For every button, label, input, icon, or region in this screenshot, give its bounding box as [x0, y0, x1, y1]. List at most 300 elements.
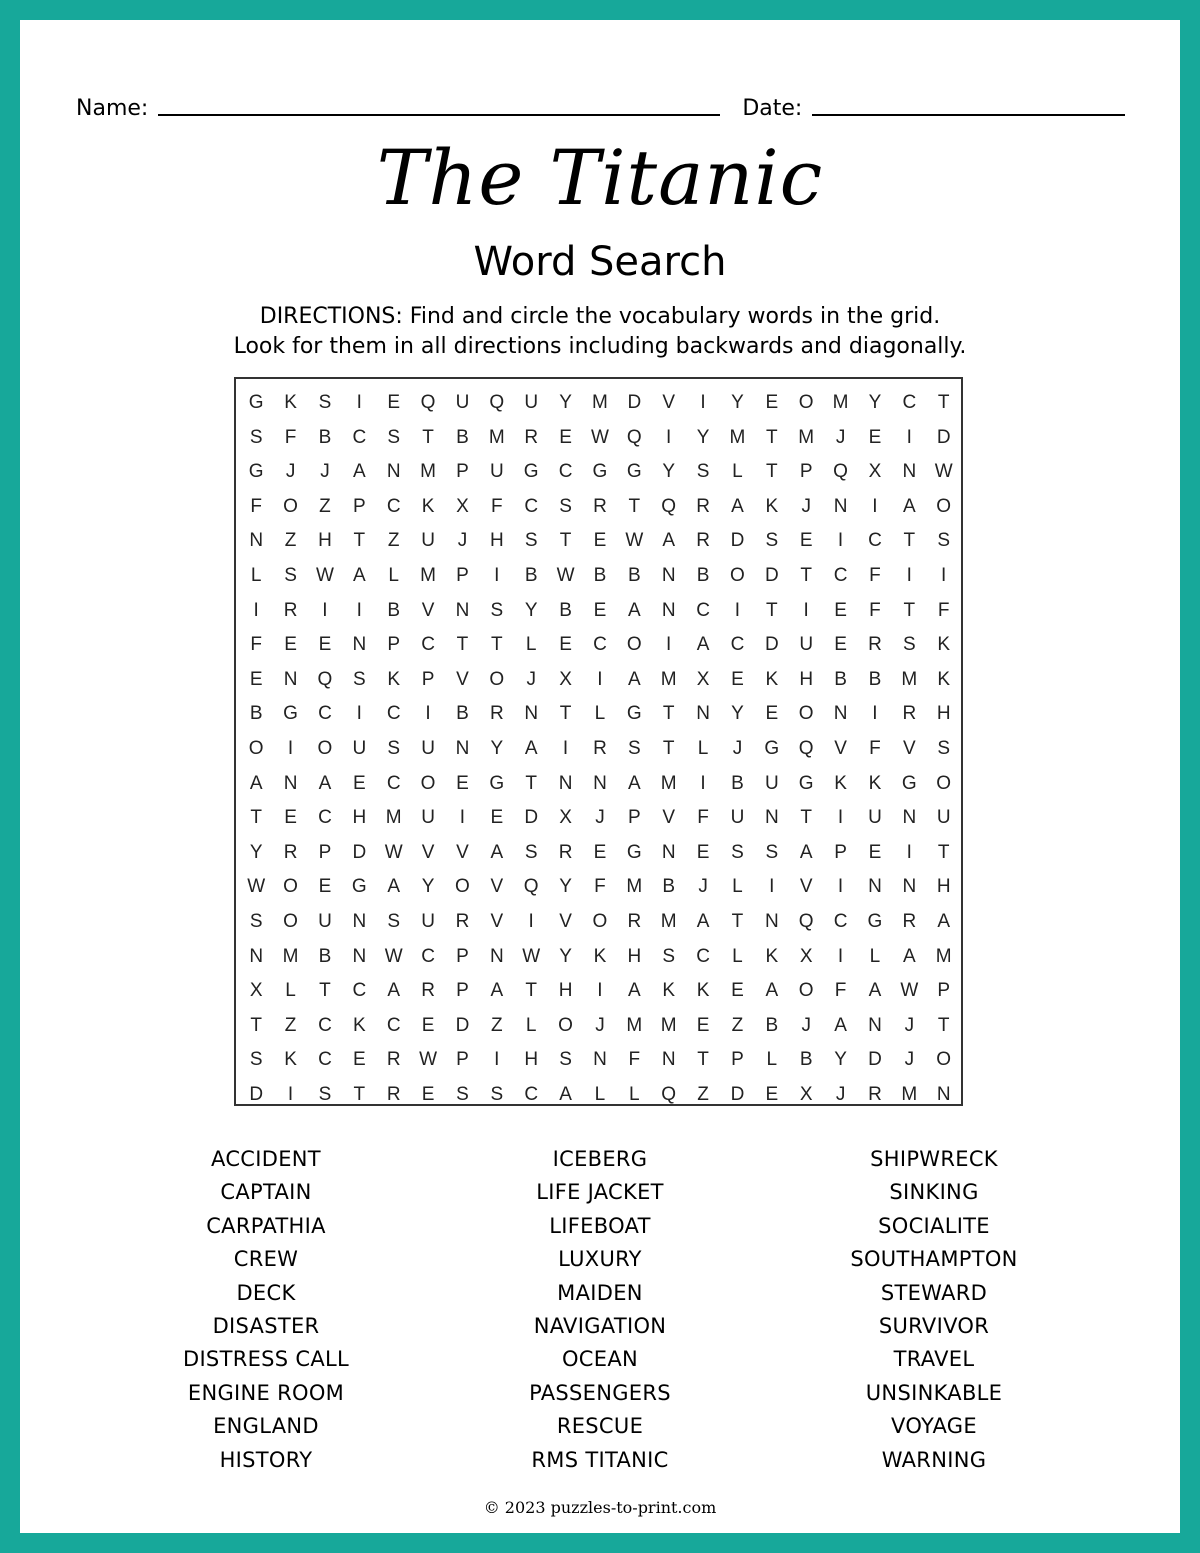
grid-cell[interactable]: D	[730, 1083, 745, 1105]
grid-cell[interactable]: S	[249, 910, 263, 932]
grid-cell[interactable]: P	[456, 980, 469, 1002]
grid-cell[interactable]: Q	[420, 392, 436, 413]
grid-cell[interactable]: W	[625, 530, 644, 552]
grid-cell[interactable]: U	[524, 392, 539, 413]
grid-cell[interactable]: A	[627, 599, 641, 621]
grid-cell[interactable]: R	[455, 910, 470, 932]
grid-cell[interactable]: F	[697, 807, 709, 829]
grid-cell[interactable]: B	[868, 668, 882, 690]
grid-cell[interactable]: C	[386, 1014, 401, 1036]
grid-cell[interactable]: A	[524, 737, 538, 759]
grid-cell[interactable]: R	[421, 980, 435, 1002]
grid-cell[interactable]: I	[837, 945, 844, 967]
grid-cell[interactable]: V	[799, 876, 813, 898]
grid-cell[interactable]: B	[765, 1014, 779, 1036]
grid-cell[interactable]: V	[662, 392, 676, 413]
grid-cell[interactable]: Q	[661, 495, 677, 517]
grid-cell[interactable]: A	[249, 772, 263, 794]
grid-cell[interactable]: M	[488, 426, 505, 448]
grid-cell[interactable]: F	[869, 737, 881, 759]
grid-cell[interactable]: E	[284, 634, 297, 656]
grid-cell[interactable]: E	[799, 530, 813, 552]
grid-cell[interactable]: M	[660, 668, 677, 690]
grid-cell[interactable]: I	[597, 668, 603, 690]
grid-cell[interactable]: E	[318, 876, 332, 898]
grid-cell[interactable]: T	[800, 807, 812, 829]
grid-cell[interactable]: B	[387, 599, 401, 621]
grid-cell[interactable]: Z	[319, 495, 331, 517]
grid-cell[interactable]: H	[627, 945, 642, 967]
grid-cell[interactable]: I	[356, 703, 362, 725]
grid-cell[interactable]: U	[730, 807, 745, 829]
grid-cell[interactable]: S	[387, 426, 401, 448]
grid-cell[interactable]: K	[387, 668, 401, 690]
grid-cell[interactable]: D	[627, 392, 642, 413]
grid-cell[interactable]: I	[906, 564, 912, 586]
grid-cell[interactable]: O	[455, 876, 470, 898]
grid-cell[interactable]: R	[593, 737, 607, 759]
grid-cell[interactable]: W	[934, 461, 953, 483]
grid-cell[interactable]: O	[936, 772, 952, 794]
grid-cell[interactable]: T	[937, 1014, 950, 1036]
grid-cell[interactable]: R	[524, 426, 539, 448]
grid-cell[interactable]: C	[386, 772, 401, 794]
grid-cell[interactable]: N	[661, 599, 676, 621]
grid-cell[interactable]: Y	[490, 737, 504, 759]
grid-cell[interactable]: K	[937, 634, 951, 656]
grid-cell[interactable]: E	[765, 703, 779, 725]
grid-cell[interactable]: I	[287, 1083, 294, 1105]
grid-cell[interactable]: I	[287, 737, 294, 759]
grid-cell[interactable]: Y	[559, 392, 572, 413]
grid-cell[interactable]: O	[283, 910, 298, 932]
grid-cell[interactable]: T	[456, 634, 469, 656]
grid-cell[interactable]: I	[356, 392, 362, 413]
grid-cell[interactable]: N	[489, 945, 504, 967]
grid-cell[interactable]: N	[868, 1014, 882, 1036]
grid-cell[interactable]: M	[660, 1014, 677, 1036]
grid-cell[interactable]: Z	[284, 1014, 297, 1036]
grid-cell[interactable]: P	[456, 461, 469, 483]
grid-cell[interactable]: K	[696, 980, 710, 1002]
grid-cell[interactable]: A	[902, 495, 916, 517]
grid-cell[interactable]: N	[868, 876, 882, 898]
grid-cell[interactable]: N	[352, 634, 367, 656]
grid-cell[interactable]: S	[765, 530, 779, 552]
grid-cell[interactable]: T	[766, 461, 778, 483]
grid-cell[interactable]: I	[253, 599, 259, 621]
grid-cell[interactable]: P	[456, 945, 469, 967]
grid-cell[interactable]: L	[250, 564, 262, 586]
grid-cell[interactable]: P	[731, 1049, 744, 1071]
grid-cell[interactable]: I	[459, 807, 466, 829]
grid-cell[interactable]: O	[626, 634, 642, 656]
grid-cell[interactable]: G	[351, 876, 367, 898]
grid-cell[interactable]: Z	[387, 530, 400, 552]
grid-cell[interactable]: P	[352, 495, 366, 517]
grid-cell[interactable]: N	[593, 1049, 607, 1071]
grid-cell[interactable]: S	[456, 1083, 469, 1105]
grid-cell[interactable]: H	[524, 1049, 539, 1071]
grid-cell[interactable]: P	[318, 841, 332, 863]
grid-cell[interactable]: R	[386, 1049, 401, 1071]
grid-cell[interactable]: U	[352, 737, 367, 759]
grid-cell[interactable]: S	[937, 530, 951, 552]
grid-cell[interactable]: L	[732, 461, 743, 483]
grid-cell[interactable]: D	[524, 807, 539, 829]
grid-cell[interactable]: C	[833, 910, 848, 932]
grid-cell[interactable]: A	[902, 945, 916, 967]
grid-cell[interactable]: N	[352, 910, 367, 932]
grid-cell[interactable]: K	[765, 945, 779, 967]
grid-cell[interactable]: X	[456, 495, 469, 517]
grid-cell[interactable]: V	[421, 841, 435, 863]
grid-cell[interactable]: R	[283, 841, 298, 863]
grid-cell[interactable]: D	[936, 426, 951, 448]
grid-cell[interactable]: O	[730, 564, 745, 586]
grid-cell[interactable]: T	[250, 807, 262, 829]
grid-cell[interactable]: J	[904, 1049, 915, 1071]
grid-cell[interactable]: M	[626, 1014, 643, 1036]
grid-cell[interactable]: V	[834, 737, 847, 759]
grid-cell[interactable]: B	[524, 564, 538, 586]
grid-cell[interactable]: H	[318, 530, 332, 552]
grid-cell[interactable]: B	[456, 426, 469, 448]
grid-cell[interactable]: L	[285, 980, 296, 1002]
grid-cell[interactable]: V	[559, 910, 572, 932]
grid-cell[interactable]: T	[800, 564, 812, 586]
grid-cell[interactable]: J	[285, 461, 296, 483]
grid-cell[interactable]: J	[526, 668, 536, 690]
grid-cell[interactable]: U	[799, 634, 814, 656]
grid-cell[interactable]: T	[937, 392, 950, 413]
grid-cell[interactable]: G	[901, 772, 917, 794]
grid-cell[interactable]: Y	[731, 703, 744, 725]
grid-cell[interactable]: E	[834, 634, 847, 656]
grid-cell[interactable]: S	[490, 599, 504, 621]
grid-cell[interactable]: D	[352, 841, 367, 863]
grid-cell[interactable]: G	[798, 772, 814, 794]
grid-cell[interactable]: F	[869, 599, 881, 621]
grid-cell[interactable]: I	[837, 807, 844, 829]
grid-cell[interactable]: D	[455, 1014, 470, 1036]
grid-cell[interactable]: E	[421, 1014, 435, 1036]
grid-cell[interactable]: T	[903, 599, 916, 621]
grid-cell[interactable]: Z	[284, 530, 297, 552]
grid-cell[interactable]: R	[283, 599, 298, 621]
grid-cell[interactable]: Q	[798, 737, 814, 759]
grid-cell[interactable]: K	[765, 668, 779, 690]
grid-cell[interactable]: M	[626, 876, 643, 898]
grid-cell[interactable]: E	[834, 599, 847, 621]
grid-cell[interactable]: B	[318, 945, 332, 967]
grid-cell[interactable]: Q	[489, 392, 505, 413]
grid-cell[interactable]: N	[764, 910, 779, 932]
grid-cell[interactable]: J	[457, 530, 468, 552]
grid-cell[interactable]: E	[593, 599, 607, 621]
grid-cell[interactable]: F	[250, 495, 262, 517]
grid-cell[interactable]: L	[869, 945, 881, 967]
grid-cell[interactable]: G	[626, 461, 642, 483]
grid-cell[interactable]: I	[769, 876, 775, 898]
grid-cell[interactable]: T	[662, 703, 675, 725]
grid-cell[interactable]: C	[868, 530, 882, 552]
grid-cell[interactable]: M	[420, 461, 436, 483]
grid-cell[interactable]: I	[356, 599, 362, 621]
grid-cell[interactable]: B	[799, 1049, 813, 1071]
grid-cell[interactable]: U	[421, 530, 435, 552]
grid-cell[interactable]: L	[594, 1083, 606, 1105]
grid-cell[interactable]: C	[318, 807, 332, 829]
grid-cell[interactable]: N	[593, 772, 607, 794]
grid-cell[interactable]: R	[868, 634, 882, 656]
grid-cell[interactable]: Q	[661, 1083, 677, 1105]
grid-cell[interactable]: B	[731, 772, 744, 794]
grid-cell[interactable]: W	[522, 945, 541, 967]
grid-cell[interactable]: A	[490, 841, 504, 863]
grid-cell[interactable]: M	[901, 1083, 918, 1105]
grid-cell[interactable]: W	[900, 980, 919, 1002]
grid-cell[interactable]: W	[419, 1049, 438, 1071]
grid-cell[interactable]: I	[700, 772, 706, 794]
grid-cell[interactable]: O	[489, 668, 505, 690]
grid-cell[interactable]: L	[629, 1083, 640, 1105]
grid-cell[interactable]: F	[491, 495, 503, 517]
grid-cell[interactable]: I	[494, 564, 500, 586]
grid-cell[interactable]: A	[937, 910, 951, 932]
grid-cell[interactable]: G	[248, 392, 264, 413]
grid-cell[interactable]: I	[322, 599, 328, 621]
grid-cell[interactable]: P	[627, 807, 641, 829]
grid-cell[interactable]: E	[456, 772, 469, 794]
grid-cell[interactable]: F	[250, 634, 262, 656]
grid-cell[interactable]: Y	[559, 945, 572, 967]
grid-cell[interactable]: J	[835, 1083, 846, 1105]
grid-cell[interactable]: P	[937, 980, 951, 1002]
grid-cell[interactable]: C	[593, 634, 607, 656]
grid-cell[interactable]: C	[902, 392, 917, 413]
grid-cell[interactable]: M	[385, 807, 402, 829]
grid-cell[interactable]: N	[524, 703, 539, 725]
grid-cell[interactable]: M	[592, 392, 608, 413]
grid-cell[interactable]: C	[318, 703, 332, 725]
grid-cell[interactable]: S	[490, 1083, 504, 1105]
grid-cell[interactable]: T	[353, 530, 366, 552]
grid-cell[interactable]: O	[420, 772, 436, 794]
grid-cell[interactable]: A	[387, 876, 401, 898]
grid-cell[interactable]: Y	[868, 392, 882, 413]
grid-cell[interactable]: S	[765, 841, 779, 863]
grid-cell[interactable]: S	[249, 426, 263, 448]
grid-cell[interactable]: C	[352, 980, 367, 1002]
grid-cell[interactable]: I	[837, 530, 844, 552]
grid-cell[interactable]: R	[696, 530, 710, 552]
grid-cell[interactable]: X	[696, 668, 710, 690]
grid-cell[interactable]: V	[490, 876, 504, 898]
grid-cell[interactable]: U	[764, 772, 779, 794]
grid-cell[interactable]: T	[319, 980, 331, 1002]
grid-cell[interactable]: H	[489, 530, 504, 552]
grid-cell[interactable]: N	[283, 668, 298, 690]
grid-cell[interactable]: P	[421, 668, 435, 690]
grid-cell[interactable]: U	[421, 807, 435, 829]
grid-cell[interactable]: Y	[559, 876, 572, 898]
grid-cell[interactable]: N	[833, 495, 848, 517]
grid-cell[interactable]: X	[868, 461, 882, 483]
grid-cell[interactable]: Z	[731, 1014, 744, 1036]
grid-cell[interactable]: N	[455, 599, 470, 621]
grid-cell[interactable]: E	[765, 392, 779, 413]
grid-cell[interactable]: I	[872, 495, 878, 517]
grid-cell[interactable]: N	[902, 876, 917, 898]
grid-cell[interactable]: G	[523, 461, 539, 483]
grid-cell[interactable]: E	[696, 1014, 710, 1036]
grid-cell[interactable]: U	[868, 807, 882, 829]
grid-cell[interactable]: Q	[798, 910, 814, 932]
grid-cell[interactable]: X	[249, 980, 263, 1002]
grid-cell[interactable]: T	[250, 1014, 262, 1036]
grid-cell[interactable]: A	[696, 910, 710, 932]
grid-cell[interactable]: K	[421, 495, 435, 517]
grid-cell[interactable]: B	[834, 668, 847, 690]
grid-cell[interactable]: O	[283, 876, 298, 898]
grid-cell[interactable]: E	[387, 392, 401, 413]
grid-cell[interactable]: J	[595, 1014, 605, 1036]
grid-cell[interactable]: E	[284, 807, 297, 829]
grid-cell[interactable]: I	[906, 426, 912, 448]
grid-cell[interactable]: C	[318, 1049, 332, 1071]
grid-cell[interactable]: N	[696, 703, 710, 725]
grid-cell[interactable]: A	[799, 841, 813, 863]
grid-cell[interactable]: L	[525, 634, 537, 656]
grid-cell[interactable]: Z	[697, 1083, 709, 1105]
grid-cell[interactable]: A	[662, 530, 676, 552]
grid-cell[interactable]: S	[731, 841, 744, 863]
grid-cell[interactable]: F	[937, 599, 950, 621]
grid-cell[interactable]: Q	[523, 876, 539, 898]
grid-cell[interactable]: O	[592, 910, 608, 932]
grid-cell[interactable]: S	[696, 461, 710, 483]
grid-cell[interactable]: O	[936, 495, 952, 517]
grid-cell[interactable]: K	[662, 980, 676, 1002]
grid-cell[interactable]: S	[318, 392, 332, 413]
grid-cell[interactable]: I	[666, 426, 672, 448]
grid-cell[interactable]: T	[525, 772, 537, 794]
grid-cell[interactable]: H	[558, 980, 573, 1002]
grid-cell[interactable]: K	[284, 392, 297, 413]
grid-cell[interactable]: E	[731, 668, 744, 690]
grid-cell[interactable]: I	[528, 910, 534, 932]
grid-cell[interactable]: I	[803, 599, 809, 621]
grid-cell[interactable]: L	[732, 945, 743, 967]
grid-cell[interactable]: N	[833, 703, 848, 725]
grid-cell[interactable]: O	[248, 737, 264, 759]
grid-cell[interactable]: G	[626, 841, 642, 863]
grid-cell[interactable]: R	[386, 1083, 401, 1105]
letter-grid[interactable]	[234, 377, 963, 1106]
grid-cell[interactable]: I	[597, 980, 603, 1002]
grid-cell[interactable]: O	[798, 703, 814, 725]
grid-cell[interactable]: Y	[524, 599, 538, 621]
grid-cell[interactable]: L	[525, 1014, 537, 1036]
grid-cell[interactable]: M	[798, 426, 815, 448]
grid-cell[interactable]: B	[662, 876, 676, 898]
grid-cell[interactable]: Y	[421, 876, 435, 898]
grid-cell[interactable]: T	[559, 530, 572, 552]
grid-cell[interactable]: H	[352, 807, 367, 829]
grid-cell[interactable]: C	[386, 495, 401, 517]
grid-cell[interactable]: C	[352, 426, 367, 448]
grid-cell[interactable]: I	[734, 599, 741, 621]
grid-cell[interactable]: C	[833, 564, 848, 586]
grid-cell[interactable]: E	[559, 634, 572, 656]
grid-cell[interactable]: R	[558, 841, 573, 863]
grid-cell[interactable]: N	[902, 807, 917, 829]
grid-cell[interactable]: J	[732, 737, 743, 759]
grid-cell[interactable]: W	[384, 841, 403, 863]
grid-cell[interactable]: A	[696, 634, 710, 656]
grid-cell[interactable]: S	[352, 668, 366, 690]
grid-cell[interactable]: L	[388, 564, 399, 586]
grid-cell[interactable]: A	[765, 980, 779, 1002]
grid-cell[interactable]: O	[936, 1049, 952, 1071]
grid-cell[interactable]: I	[700, 392, 706, 413]
grid-cell[interactable]: E	[593, 841, 607, 863]
grid-cell[interactable]: T	[559, 703, 572, 725]
grid-cell[interactable]: V	[662, 807, 676, 829]
grid-cell[interactable]: B	[249, 703, 263, 725]
grid-cell[interactable]: B	[318, 426, 332, 448]
grid-cell[interactable]: I	[562, 737, 569, 759]
grid-cell[interactable]: J	[320, 461, 330, 483]
grid-cell[interactable]: C	[421, 634, 435, 656]
grid-cell[interactable]: T	[766, 426, 778, 448]
grid-cell[interactable]: F	[869, 564, 881, 586]
grid-cell[interactable]: X	[799, 945, 813, 967]
grid-cell[interactable]: Y	[731, 392, 744, 413]
grid-cell[interactable]: L	[697, 737, 709, 759]
grid-cell[interactable]: S	[559, 1049, 572, 1071]
grid-cell[interactable]: M	[420, 564, 436, 586]
grid-cell[interactable]: K	[937, 668, 951, 690]
grid-cell[interactable]: V	[456, 668, 469, 690]
grid-cell[interactable]: A	[387, 980, 401, 1002]
grid-cell[interactable]: C	[558, 461, 573, 483]
grid-cell[interactable]: M	[282, 945, 299, 967]
grid-cell[interactable]: K	[352, 1014, 366, 1036]
grid-cell[interactable]: F	[284, 426, 297, 448]
grid-cell[interactable]: S	[284, 564, 297, 586]
grid-cell[interactable]: N	[764, 807, 779, 829]
grid-cell[interactable]: I	[494, 1049, 500, 1071]
grid-cell[interactable]: Z	[491, 1014, 503, 1036]
grid-cell[interactable]: R	[902, 703, 917, 725]
grid-cell[interactable]: B	[627, 564, 641, 586]
grid-cell[interactable]: O	[798, 980, 814, 1002]
grid-cell[interactable]: C	[421, 945, 435, 967]
grid-cell[interactable]: M	[660, 910, 677, 932]
grid-cell[interactable]: O	[558, 1014, 573, 1036]
grid-cell[interactable]: G	[489, 772, 505, 794]
grid-cell[interactable]: L	[732, 876, 743, 898]
grid-cell[interactable]: C	[524, 495, 539, 517]
grid-cell[interactable]: C	[730, 634, 745, 656]
grid-cell[interactable]: T	[422, 426, 434, 448]
grid-cell[interactable]: W	[315, 564, 334, 586]
grid-cell[interactable]: P	[834, 841, 847, 863]
grid-cell[interactable]: N	[386, 461, 401, 483]
grid-cell[interactable]: E	[868, 426, 882, 448]
